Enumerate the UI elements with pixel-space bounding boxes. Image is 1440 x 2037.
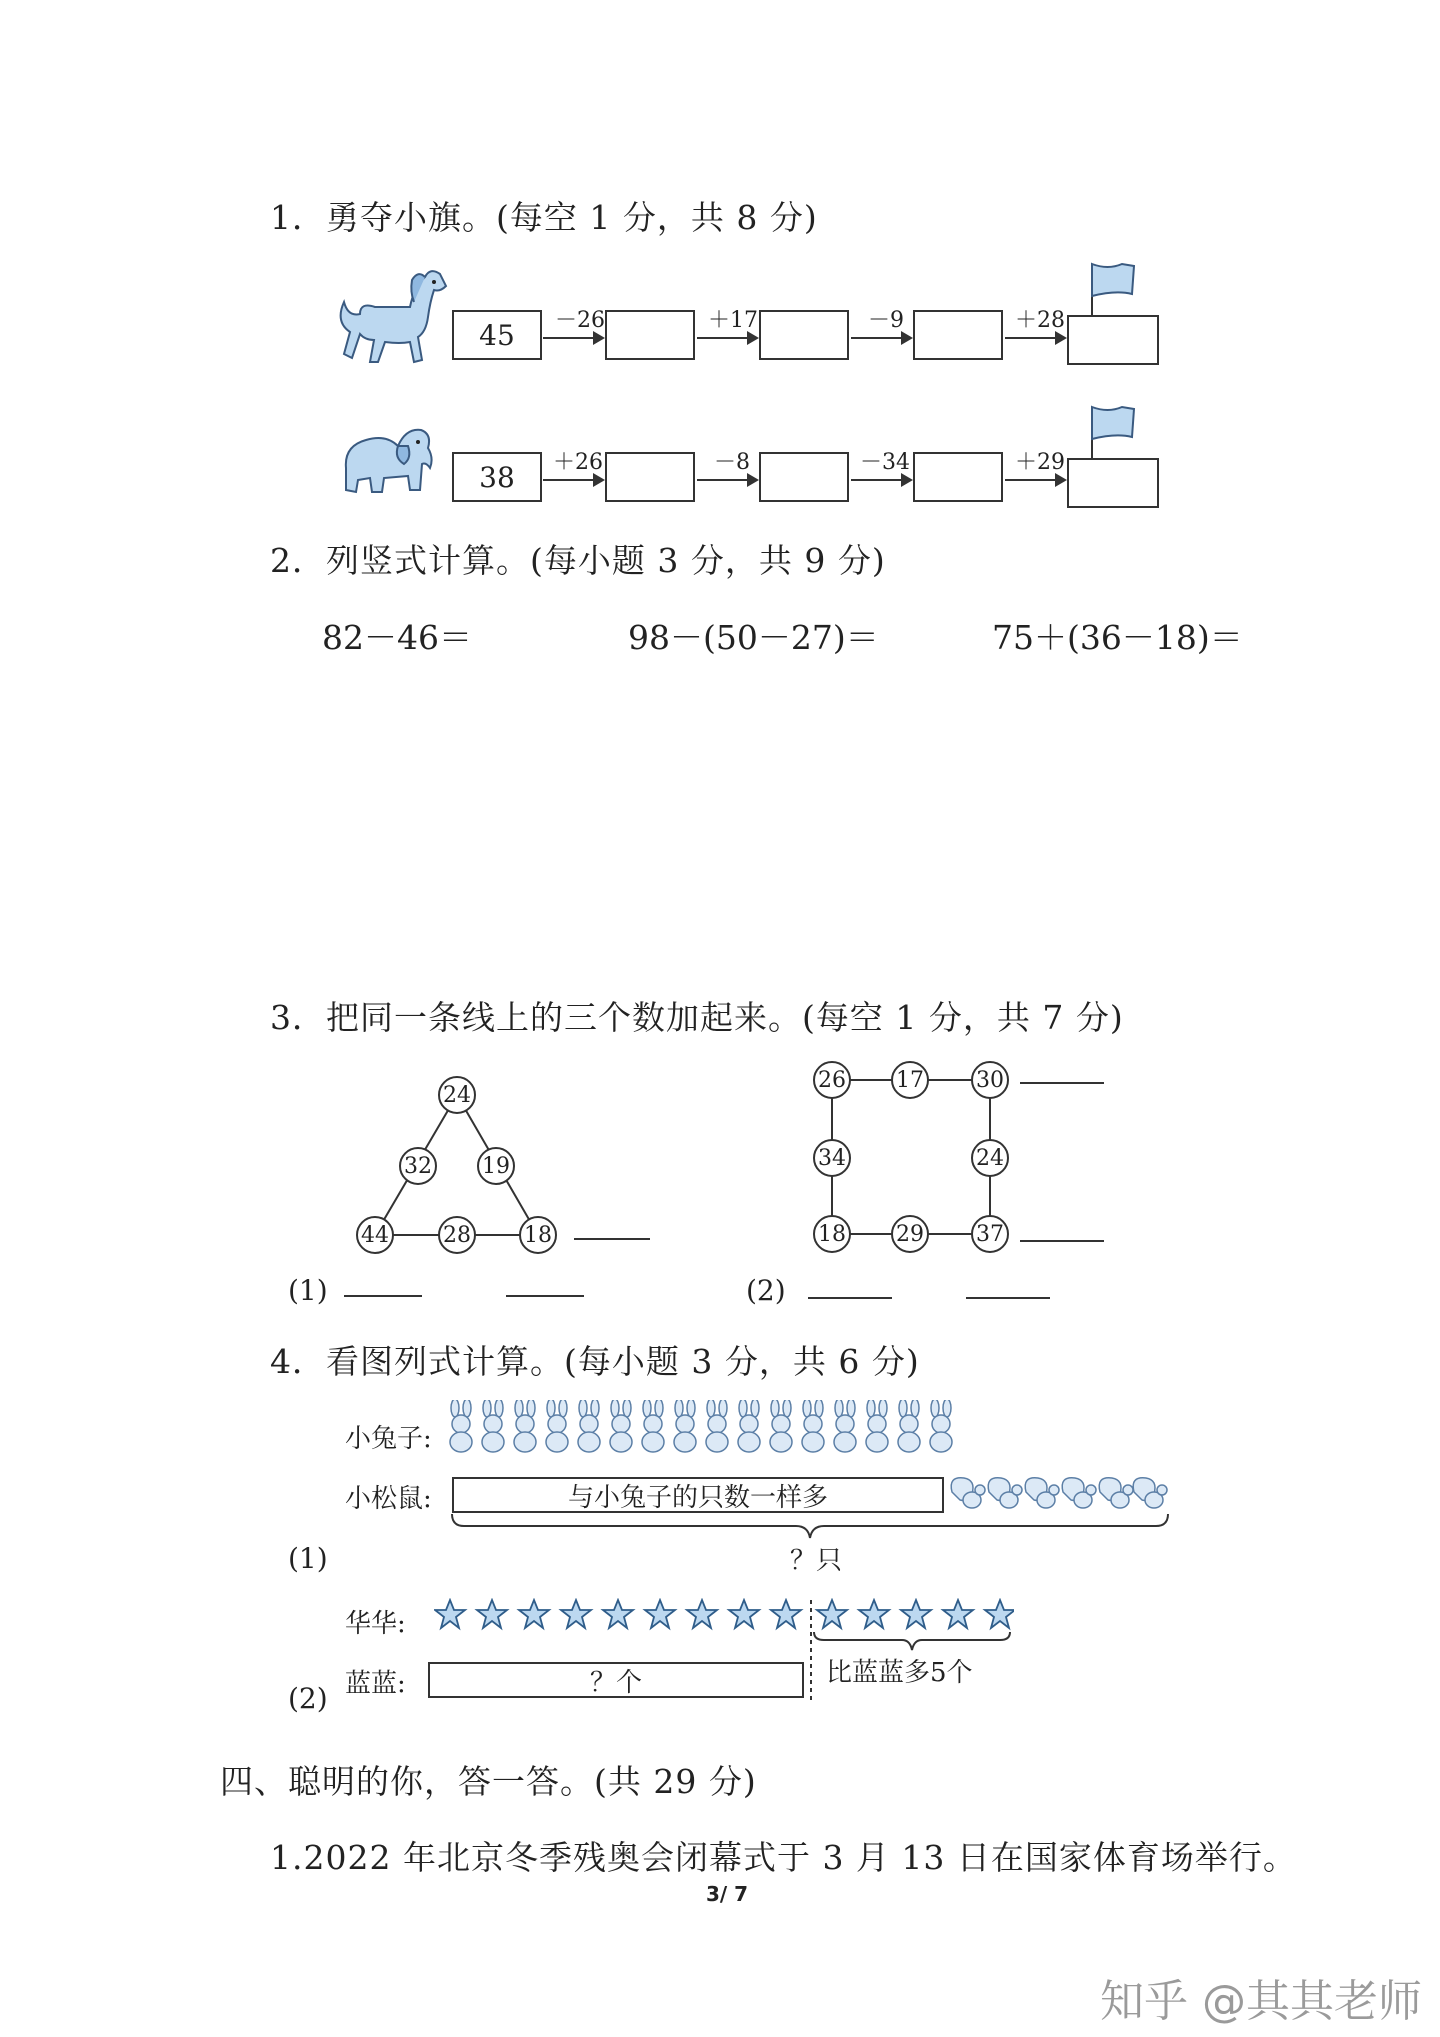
q1-title: 1．勇夺小旗。(每空 1 分，共 8 分)	[270, 198, 818, 237]
arrow-1-3	[851, 337, 911, 339]
arrow-1-2	[697, 337, 757, 339]
answer-box-2-2[interactable]	[759, 452, 849, 502]
elephant-icon	[336, 418, 436, 498]
arrow-1-4	[1005, 337, 1065, 339]
triangle-node-bottom-right: 18	[519, 1216, 557, 1254]
s4-question-1: 1.2022 年北京冬季残奥会闭幕式于 3 月 13 日在国家体育场举行。	[270, 1838, 1297, 1877]
total-brace	[450, 1512, 1170, 1542]
more-brace	[812, 1630, 1012, 1654]
op-1-4: ＋28	[1015, 308, 1065, 333]
answer-box-1-4[interactable]	[1067, 315, 1159, 365]
arrow-2-2	[697, 479, 757, 481]
q4-label-2: (2)	[288, 1682, 328, 1715]
more-label: 比蓝蓝多5个	[826, 1658, 973, 1688]
lanlan-bar: ？个	[428, 1662, 804, 1698]
arrow-2-3	[851, 479, 911, 481]
answer-box-1-3[interactable]	[913, 310, 1003, 360]
square-answer-blank-bottom[interactable]	[1020, 1240, 1104, 1242]
answer-box-1-2[interactable]	[759, 310, 849, 360]
start-box-2: 38	[452, 452, 542, 502]
op-1-1: －26	[555, 308, 605, 333]
total-question: ？只	[790, 1546, 843, 1576]
square-node-right-mid: 24	[971, 1139, 1009, 1177]
square-node-bottom-mid: 29	[891, 1215, 929, 1253]
triangle-node-bottom-mid: 28	[438, 1216, 476, 1254]
answer-box-2-1[interactable]	[605, 452, 695, 502]
arrow-1-1	[543, 337, 603, 339]
square-node-top-mid: 17	[891, 1061, 929, 1099]
equation-2: 98－(50－27)＝	[628, 618, 879, 657]
lanlan-label: 蓝蓝:	[345, 1669, 406, 1699]
section-4-title: 四、聪明的你，答一答。(共 29 分)	[220, 1762, 757, 1801]
triangle-node-left-mid: 32	[399, 1147, 437, 1185]
triangle-node-bottom-left: 44	[356, 1216, 394, 1254]
op-1-2: ＋17	[708, 308, 758, 333]
horse-icon	[330, 262, 448, 370]
huahua-label: 华华:	[345, 1609, 406, 1639]
op-1-3: －9	[868, 308, 904, 333]
op-2-3: －34	[860, 450, 910, 475]
start-box-1: 45	[452, 310, 542, 360]
q3-label-2: (2)	[746, 1274, 786, 1307]
triangle-answer-blank-bottom[interactable]	[574, 1238, 650, 1240]
equation-3: 75＋(36－18)＝	[992, 618, 1243, 657]
square-answer-blank-top[interactable]	[1020, 1082, 1104, 1084]
q4-label-1: (1)	[288, 1542, 328, 1575]
square-node-top-right: 30	[971, 1061, 1009, 1099]
triangle-node-top: 24	[438, 1076, 476, 1114]
triangle-answer-blank-right[interactable]	[506, 1295, 584, 1297]
flag-icon	[1088, 260, 1138, 318]
triangle-node-right-mid: 19	[477, 1147, 515, 1185]
squirrel-label: 小松鼠:	[345, 1484, 432, 1514]
equation-1: 82－46＝	[322, 618, 472, 657]
q3-label-1: (1)	[288, 1274, 328, 1307]
q2-title: 2．列竖式计算。(每小题 3 分，共 9 分)	[270, 541, 886, 580]
watermark: 知乎 @其其老师	[1100, 1976, 1422, 2027]
square-node-bottom-right: 37	[971, 1215, 1009, 1253]
square-answer-blank-left[interactable]	[808, 1297, 892, 1299]
squirrel-row	[948, 1472, 1170, 1516]
answer-box-2-3[interactable]	[913, 452, 1003, 502]
square-answer-blank-right[interactable]	[966, 1297, 1050, 1299]
page-number: 3/ 7	[706, 1882, 749, 1906]
answer-box-2-4[interactable]	[1067, 458, 1159, 508]
q4-title: 4．看图列式计算。(每小题 3 分，共 6 分)	[270, 1342, 920, 1381]
rabbit-label: 小兔子:	[345, 1424, 432, 1454]
op-2-4: ＋29	[1015, 450, 1065, 475]
squirrel-bar: 与小兔子的只数一样多	[452, 1477, 944, 1513]
op-2-2: －8	[714, 450, 750, 475]
rabbit-row	[446, 1400, 956, 1456]
triangle-answer-blank-left[interactable]	[344, 1295, 422, 1297]
arrow-2-4	[1005, 479, 1065, 481]
answer-box-1-1[interactable]	[605, 310, 695, 360]
square-node-left-mid: 34	[813, 1139, 851, 1177]
arrow-2-1	[543, 479, 603, 481]
op-2-1: ＋26	[553, 450, 603, 475]
q3-title: 3．把同一条线上的三个数加起来。(每空 1 分，共 7 分)	[270, 998, 1124, 1037]
square-node-top-left: 26	[813, 1061, 851, 1099]
flag-icon	[1088, 403, 1138, 461]
square-node-bottom-left: 18	[813, 1215, 851, 1253]
